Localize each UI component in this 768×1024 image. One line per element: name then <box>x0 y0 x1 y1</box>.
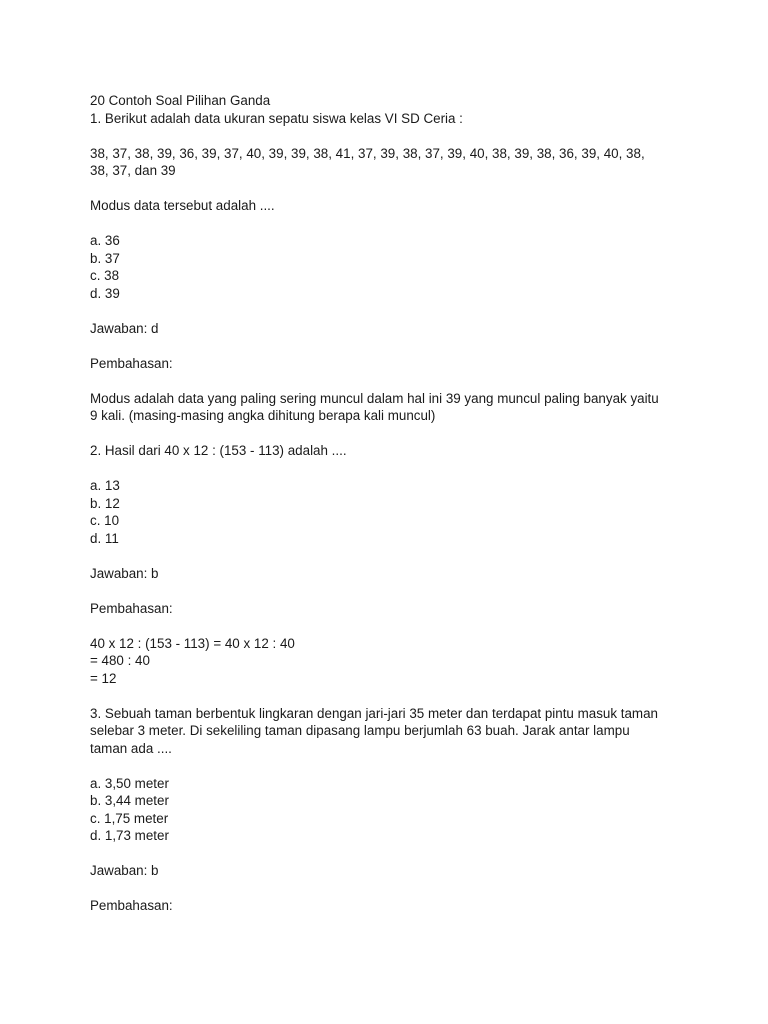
spacer <box>90 582 690 600</box>
q3-answer: Jawaban: b <box>90 863 159 878</box>
q2-work-line: = 12 <box>90 670 117 686</box>
document-title: 20 Contoh Soal Pilihan Ganda <box>90 93 271 108</box>
q2-option-d: d. 11 <box>90 530 119 546</box>
spacer <box>90 337 690 355</box>
q3-option-a: a. 3,50 meter <box>90 775 169 791</box>
q2-question: 2. Hasil dari 40 x 12 : (153 - 113) adalah .... <box>90 443 347 458</box>
spacer <box>90 547 690 565</box>
q2-answer: Jawaban: b <box>90 565 159 581</box>
q2-option-b: b. 12 <box>90 495 120 511</box>
spacer <box>90 757 690 775</box>
spacer <box>90 180 690 198</box>
spacer <box>90 460 690 478</box>
q1-option-d: d. 39 <box>90 285 120 301</box>
q2-work-line: = 480 : 40 <box>90 653 150 668</box>
q1-data-line: 38, 37, dan 39 <box>90 163 176 178</box>
spacer <box>90 617 690 635</box>
q3-explanation-heading: Pembahasan: <box>90 898 173 913</box>
q3-question-line: taman ada .... <box>90 740 172 756</box>
spacer <box>90 127 690 145</box>
q1-explanation-line: 9 kali. (masing-masing angka dihitung berapa kali muncul) <box>90 408 436 423</box>
q3-question-line: 3. Sebuah taman berbentuk lingkaran dengan jari-jari 35 meter dan terdapat pintu masuk taman <box>90 705 658 721</box>
q3-option-c: c. 1,75 meter <box>90 810 169 826</box>
q1-explanation-heading: Pembahasan: <box>90 355 173 371</box>
q1-question: 1. Berikut adalah data ukuran sepatu siswa kelas VI SD Ceria : <box>90 110 463 126</box>
q3-option-d: d. 1,73 meter <box>90 828 169 843</box>
spacer <box>90 687 690 705</box>
q2-option-c: c. 10 <box>90 513 120 528</box>
q1-explanation-line: Modus adalah data yang paling sering muncul dalam hal ini 39 yang muncul paling banyak yaitu <box>90 390 659 406</box>
q3-question-line: selebar 3 meter. Di sekeliling taman dipasang lampu berjumlah 63 buah. Jarak antar lampu <box>90 723 630 738</box>
q2-work-line: 40 x 12 : (153 - 113) = 40 x 12 : 40 <box>90 635 295 651</box>
spacer <box>90 880 690 898</box>
spacer <box>90 372 690 390</box>
spacer <box>90 425 690 443</box>
q1-option-c: c. 38 <box>90 268 120 283</box>
q2-explanation-heading: Pembahasan: <box>90 600 173 616</box>
spacer <box>90 845 690 863</box>
document-page <box>90 92 690 915</box>
spacer <box>90 302 690 320</box>
q1-option-b: b. 37 <box>90 250 120 266</box>
q2-option-a: a. 13 <box>90 478 120 493</box>
q1-data-line: 38, 37, 38, 39, 36, 39, 37, 40, 39, 39, 38, 41, 37, 39, 38, 37, 39, 40, 38, 39, 38, 36, 39, 40, 38, <box>90 145 645 161</box>
q1-option-a: a. 36 <box>90 233 120 248</box>
q3-option-b: b. 3,44 meter <box>90 793 169 808</box>
q1-answer: Jawaban: d <box>90 320 159 336</box>
spacer <box>90 215 690 233</box>
q1-prompt: Modus data tersebut adalah .... <box>90 198 275 213</box>
